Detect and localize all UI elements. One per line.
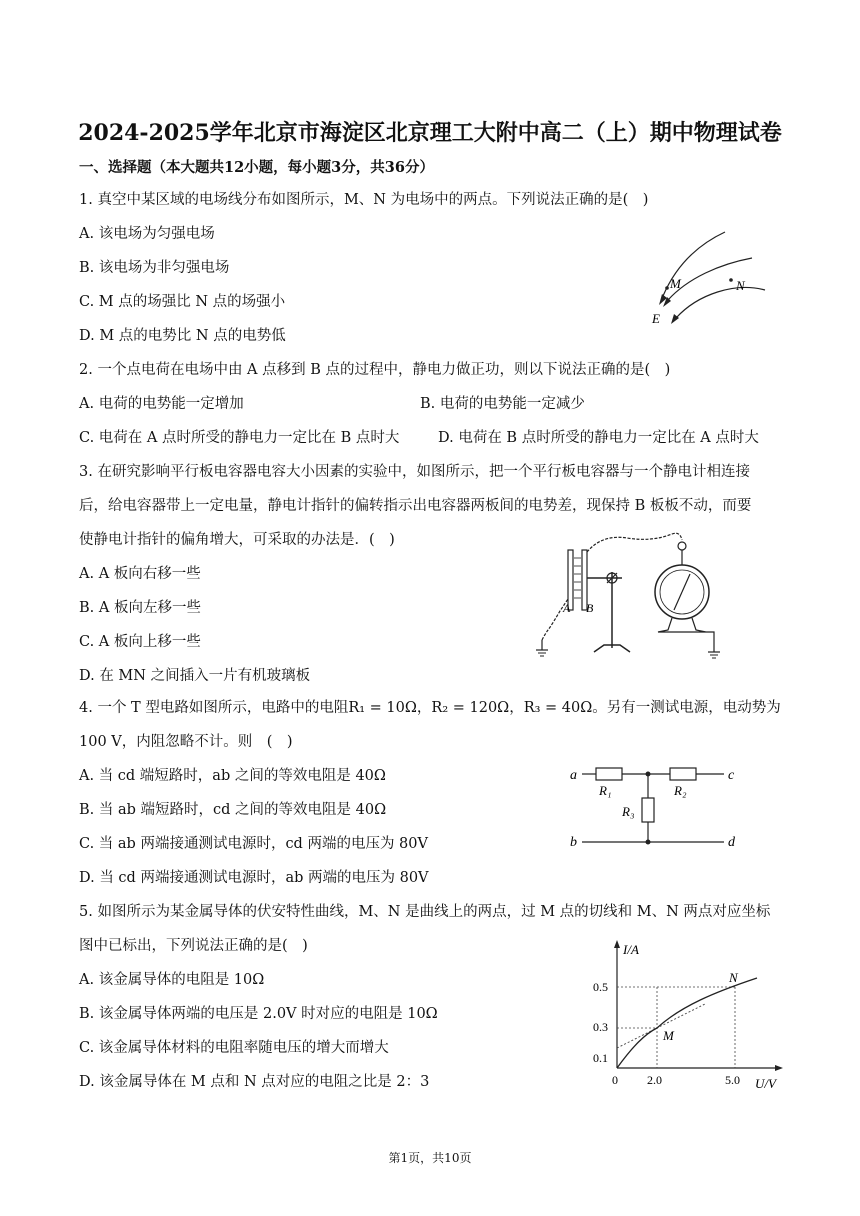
page-title: 2024-2025学年北京市海淀区北京理工大附中高二（上）期中物理试卷 <box>78 120 782 146</box>
q3-option-b: B. A 板向左移一些 <box>79 600 201 616</box>
q1-option-b: B. 该电场为非匀强电场 <box>79 260 230 276</box>
q3-stem-line1: 3. 在研究影响平行板电容器电容大小因素的实验中，如图所示，把一个平行板电容器与一个静电计相连接 <box>79 464 750 480</box>
terminal-d: d <box>728 835 735 850</box>
q4-option-b: B. 当 ab 端短路时，cd 之间的等效电阻是 40Ω <box>79 802 387 818</box>
capacitor-electrometer-figure <box>532 530 732 665</box>
x-tick-50: 5.0 <box>725 1073 740 1087</box>
section-heading: 一、选择题（本大题共12小题，每小题3分，共36分） <box>79 159 434 176</box>
terminal-b: b <box>570 835 577 850</box>
y-tick-01: 0.1 <box>593 1051 608 1065</box>
label-r2: R₂ <box>674 783 687 798</box>
point-m-label: M <box>663 1028 674 1043</box>
y-tick-03: 0.3 <box>593 1020 608 1034</box>
q4-option-c: C. 当 ab 两端接通测试电源时，cd 两端的电压为 80V <box>79 836 428 852</box>
label-n: N <box>736 278 745 293</box>
q3-option-c: C. A 板向上移一些 <box>79 634 201 650</box>
terminal-c: c <box>728 768 735 783</box>
x-axis-label: U/V <box>755 1076 776 1091</box>
q4-stem-line2: 100 V，内阻忽略不计。则 ( ) <box>79 734 293 750</box>
q4-option-a: A. 当 cd 端短路时，ab 之间的等效电阻是 40Ω <box>79 768 386 784</box>
t-circuit-figure <box>566 760 746 855</box>
q3-option-d: D. 在 MN 之间插入一片有机玻璃板 <box>79 668 311 684</box>
q1-option-c: C. M 点的场强比 N 点的场强小 <box>79 294 286 310</box>
point-n-label: N <box>729 970 738 985</box>
y-axis-label: I/A <box>623 942 639 957</box>
q2-option-b: B. 电荷的电势能一定减少 <box>420 396 585 412</box>
iu-curve <box>617 978 757 1068</box>
q5-option-d: D. 该金属导体在 M 点和 N 点对应的电阻之比是 2：3 <box>79 1074 430 1090</box>
label-r1: R₁ <box>599 783 612 798</box>
resistor-r1 <box>596 768 622 780</box>
q3-option-a: A. A 板向右移一些 <box>79 566 201 582</box>
field-line-3 <box>676 288 765 318</box>
q1-option-d: D. M 点的电势比 N 点的电势低 <box>79 328 286 344</box>
y-tick-05: 0.5 <box>593 980 608 994</box>
page-footer: 第1页，共10页 <box>388 1151 472 1165</box>
origin-label: 0 <box>612 1073 618 1087</box>
q1-stem: 1. 真空中某区域的电场线分布如图所示，M、N 为电场中的两点。下列说法正确的是( ) <box>79 192 649 208</box>
x-tick-20: 2.0 <box>647 1073 662 1087</box>
label-a: A <box>563 601 571 615</box>
q4-option-d: D. 当 cd 两端接通测试电源时，ab 两端的电压为 80V <box>79 870 429 886</box>
q1-option-a: A. 该电场为匀强电场 <box>79 226 215 242</box>
q3-stem-line2: 后，给电容器带上一定电量，静电计指针的偏转指示出电容器两板间的电势差，现保持 B 板板不动，而要 <box>79 498 752 514</box>
point-n-dot <box>729 278 733 282</box>
q5-option-b: B. 该金属导体两端的电压是 2.0V 时对应的电阻是 10Ω <box>79 1006 438 1022</box>
label-m: M <box>670 276 681 291</box>
label-r3: R₃ <box>622 804 635 819</box>
resistor-r2 <box>670 768 696 780</box>
iu-curve-figure <box>585 938 785 1098</box>
q5-stem-line2: 图中已标出，下列说法正确的是( ) <box>79 938 308 954</box>
point-m-dot <box>665 286 669 290</box>
q4-stem-line1: 4. 一个 T 型电路如图所示，电路中的电阻R₁ = 10Ω，R₂ = 120Ω，R₃ = 40Ω。另有一测试电源，电动势为 <box>79 700 781 716</box>
resistor-r3 <box>642 798 654 822</box>
field-lines-figure <box>640 228 780 328</box>
label-e: E <box>652 311 660 326</box>
tangent-line <box>617 1004 705 1048</box>
q5-option-a: A. 该金属导体的电阻是 10Ω <box>79 972 265 988</box>
q2-stem: 2. 一个点电荷在电场中由 A 点移到 B 点的过程中，静电力做正功，则以下说法正确的是( ) <box>79 362 671 378</box>
terminal-a: a <box>570 768 577 783</box>
q2-option-d: D. 电荷在 B 点时所受的静电力一定比在 A 点时大 <box>438 430 759 446</box>
q5-option-c: C. 该金属导体材料的电阻率随电压的增大而增大 <box>79 1040 389 1056</box>
label-b: B <box>586 601 594 615</box>
q2-option-c: C. 电荷在 A 点时所受的静电力一定比在 B 点时大 <box>79 430 400 446</box>
q2-option-a: A. 电荷的电势能一定增加 <box>79 396 244 412</box>
q5-stem-line1: 5. 如图所示为某金属导体的伏安特性曲线，M、N 是曲线上的两点，过 M 点的切线和 M、N 两点对应坐标 <box>79 904 771 920</box>
q3-stem-line3: 使静电计指针的偏角增大，可采取的办法是．( ) <box>79 532 395 548</box>
